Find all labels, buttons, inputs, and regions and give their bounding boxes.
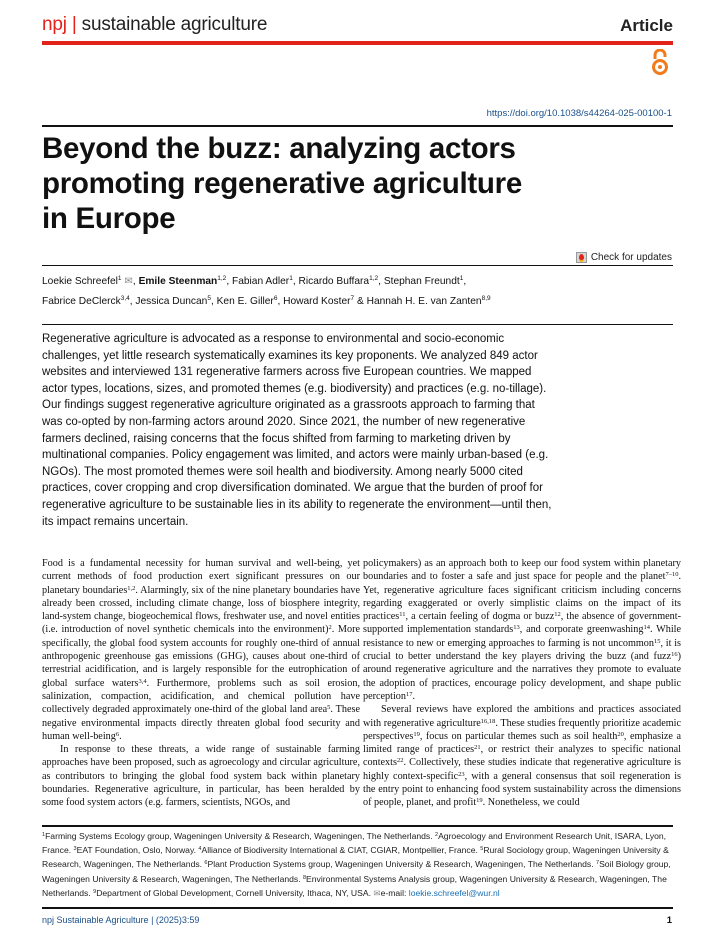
citation-ref[interactable]: 19 <box>413 730 420 738</box>
body-paragraph: policymakers) as an approach both to keep our food system within planetary boundaries and to foster a safe and just space for people and the planet$^{7-10}$. Yet, regenerative agriculture faces significant criticism including concerns regarding exaggerated or overly simplistic claims on the impact of its practices$^{11}$, a certain feeling of dogma or buzz$^{12}$, the absence of government-supported implementation standards$^{13}$, and corporate greenwashing$^{14}$. While resistance to new or emerging approaches to farming is not uncommon$^{15}$, it is crucial to better understand the key players driving the buzz (and fuzz$^{16}$) around regenerative agriculture and the narratives they promote to evaluate the adoption of practices, encourage policy development, and shape public perception$^{17}$. <box>363 558 681 702</box>
citation-ref[interactable]: 23 <box>458 770 465 778</box>
doi-link[interactable]: https://doi.org/10.1038/s44264-025-00100-1 <box>486 108 672 119</box>
citation-ref[interactable]: 5 <box>327 704 331 712</box>
header-rule <box>42 41 673 45</box>
citation-ref[interactable]: 21 <box>474 744 481 752</box>
author-name[interactable]: Hannah H. E. van Zanten <box>366 296 482 307</box>
article-title <box>42 131 642 236</box>
author-affiliation-ref: 6 <box>273 295 278 302</box>
citation-ref[interactable]: 13 <box>513 624 520 632</box>
author-affiliation-ref: 1,2 <box>369 275 379 282</box>
citation-ref[interactable]: 20 <box>617 730 624 738</box>
citation-ref[interactable]: 12 <box>554 611 561 619</box>
page-number: 1 <box>666 915 672 926</box>
author-affiliation-ref: 8,9 <box>481 295 491 302</box>
author-affiliation-ref: 1,2 <box>217 275 227 282</box>
citation-ref[interactable]: 22 <box>396 757 404 765</box>
body-paragraph: Food is a fundamental necessity for human survival and well-being, yet current methods of food production exert significant pressures on our planetary boundaries$^{1,2}$. Alarmingly, six of the nine planetary boundaries have already been crossed, including climate change, loss of biosphere integrity, land-system change, biogeochemical flows, freshwater use, and novel entities (i.e. introduction of novel synthetic chemicals into the environment)$^2$. More specifically, the global food system accounts for roughly one-third of annual anthropogenic greenhouse gas emissions (GHG), causes about one-third of terrestrial acidification, and is largely responsible for the eutrophication of global surface waters$^{3,4}$. Furthermore, problems such as soil erosion, salinization, compaction, acidification, and chemical pollution have collectively degraded approximately one-third of the global land area$^5$. These negative environmental impacts directly threaten global food security and human well-being$^6$. <box>42 558 360 742</box>
affiliation-number: 9 <box>93 888 97 895</box>
title-line-2: promoting regenerative agriculture <box>42 167 522 200</box>
author-affiliation-ref: 1 <box>117 275 122 282</box>
author-name[interactable]: Fabian Adler <box>231 276 290 287</box>
abstract-rule <box>42 324 673 325</box>
affiliations <box>42 829 673 900</box>
body-column-1 <box>42 557 360 810</box>
author-name[interactable]: Emile Steenman <box>138 276 218 287</box>
affiliation-number: 3 <box>73 846 77 853</box>
affiliation-number: 1 <box>42 832 46 838</box>
journal-name <box>42 14 267 36</box>
article-type: Article <box>620 16 673 35</box>
check-updates-button[interactable] <box>576 252 672 263</box>
author-name[interactable]: Ken E. Giller <box>216 296 274 307</box>
affiliations-rule <box>42 825 673 827</box>
affiliation-number: 6 <box>204 860 208 867</box>
affiliation-text: Environmental Systems Analysis group, Wageningen University & Research, Wageningen, The Netherlands. <box>42 873 667 898</box>
author-name[interactable]: Loekie Schreefel <box>42 276 118 287</box>
title-line-1: Beyond the buzz: analyzing actors <box>42 132 516 165</box>
author-name[interactable]: Stephan Freundt <box>383 276 460 287</box>
footer-citation: npj Sustainable Agriculture | (2025)3:59 <box>42 915 200 925</box>
author-affiliation-ref: 5 <box>207 295 211 302</box>
author-affiliation-ref: 3,4 <box>120 295 130 302</box>
check-updates-label: Check for updates <box>590 252 672 263</box>
affiliation-number: 5 <box>480 846 484 853</box>
mail-icon: ✉ <box>373 887 381 898</box>
citation-ref[interactable]: 14 <box>643 624 650 632</box>
citation-ref[interactable]: 17 <box>406 690 413 698</box>
affiliation-text: Plant Production Systems group, Wageningen University & Research, Wageningen, The Netherlands. <box>207 859 596 870</box>
author-name[interactable]: Ricardo Buffara <box>298 276 370 287</box>
author-list: Loekie Schreefel$^1$ ✉, Emile Steenman$^{1,2}$, Fabian Adler$^1$, Ricardo Buffara$^{1,2}$, Stephan Freundt$^1$, Fabrice DeClerck$^{3,4}$, Jessica Duncan$^5$, Ken E. Giller$^6$, Howard Koster$^7$ & Hannah H. E. van Zanten$^{8,9}$ <box>42 275 491 307</box>
affiliation-number: 7 <box>596 860 600 867</box>
citation-ref[interactable]: 2 <box>328 624 332 632</box>
affiliation-text: Rural Sociology group, Wageningen University & Research, Wageningen, The Netherlands. <box>42 845 669 870</box>
body-paragraph: In response to these threats, a wide range of sustainable farming approaches have been proposed, such as agroecology and circular agriculture, as contributors to bringing the global food system back within planetary boundaries. Regenerative agriculture, in particular, has been heralded by some food system actors (e.g. farmers, scientists, NGOs, and <box>42 744 360 809</box>
mail-icon[interactable]: ✉ <box>121 276 133 287</box>
author-name[interactable]: Jessica Duncan <box>135 296 208 307</box>
footer-rule <box>42 907 673 909</box>
author-affiliation-ref: 7 <box>350 295 355 302</box>
journal-separator: | <box>66 14 82 35</box>
open-access-lock-icon <box>650 49 670 76</box>
journal-title: sustainable agriculture <box>81 14 268 35</box>
authors-rule <box>42 265 673 266</box>
author-affiliation-ref: 1 <box>459 275 464 282</box>
citation-ref[interactable]: 11 <box>399 611 406 619</box>
citation-ref[interactable]: 16 <box>671 651 678 659</box>
check-updates-icon <box>576 252 587 263</box>
title-line-3: in Europe <box>42 202 176 235</box>
citation-ref[interactable]: 3,4 <box>138 677 147 685</box>
body-column-2 <box>363 557 681 810</box>
email-label: e-mail: <box>380 887 409 898</box>
citation-ref[interactable]: 19 <box>476 797 483 805</box>
author-name[interactable]: Fabrice DeClerck <box>42 296 121 307</box>
affiliation-text: Farming Systems Ecology group, Wageningen University & Research, Wageningen, The Netherlands. <box>45 831 435 841</box>
body-paragraph: Several reviews have explored the ambitions and practices associated with regenerative agriculture$^{16,18}$. These studies frequently prioritize academic perspectives$^{19}$, focus on particular themes such as soil health$^{20}$, emphasize a limited range of practices$^{21}$, or restrict their analyzes to specific national contexts$^{22}$. Collectively, these studies indicate that regenerative agriculture is highly context-specific$^{23}$, with a general consensus that soil regeneration is the entry point to enhancing food system sustainability across the dimensions of people, planet, and profit$^{19}$. Nonetheless, we could <box>363 704 681 809</box>
affiliation-text: Department of Global Development, Cornell University, Ithaca, NY, USA. <box>96 887 374 898</box>
citation-ref[interactable]: 15 <box>653 637 661 645</box>
abstract: Regenerative agriculture is advocated as a response to environmental and socio-economic challenges, yet little research systematically examines its key proponents. We analyzed 849 actor websites and interviewed 131 regenerative farmers across five European countries. We mapped actor types, locations, sizes, and promoted themes (e.g. biodiversity) and practices (e.g. no-tillage). Our findings suggest regenerative agriculture originated as a grassroots approach to farming that was co-opted by non-farming actors around 2020. Since 2021, the number of new regenerative farmers declined, raising concerns that the focus shifted from farming to marketing driven by multinational companies. Policy engagement was limited, and actors were mainly urban-based (e.g. NGOs). The most promoted themes were soil health and biodiversity. Among nearly 5000 cited practices, cover cropping and crop diversification dominated. We argue that the burden of proof for regenerative agriculture to be sustainable lies in its ability to regenerate the environment—until then, its impact remains uncertain. <box>42 333 552 528</box>
author-name[interactable]: Howard Koster <box>283 296 351 307</box>
journal-prefix: npj <box>42 14 67 35</box>
citation-ref[interactable]: 6 <box>115 730 120 738</box>
affiliation-text: EAT Foundation, Oslo, Norway. <box>76 845 199 856</box>
author-affiliation-ref: 1 <box>289 275 293 282</box>
affiliation-number: 4 <box>198 846 202 853</box>
citation-ref[interactable]: 16,18 <box>480 717 496 725</box>
affiliation-text: Alliance of Biodiversity International & CIAT, CGIAR, Montpellier, France. <box>201 845 481 856</box>
citation-ref[interactable]: 7–10 <box>665 571 679 579</box>
affiliation-number: 2 <box>435 832 439 838</box>
affiliation-text: Soil Biology group, Wageningen University & Research, Wageningen, The Netherlands. <box>42 859 671 884</box>
affiliation-text: Agroecology and Environment Research Unit, ISARA, Lyon, France. <box>42 831 667 856</box>
title-rule <box>42 125 673 127</box>
citation-ref[interactable]: 1,2 <box>127 584 136 592</box>
affiliation-number: 8 <box>302 874 307 881</box>
email-link[interactable]: loekie.schreefel@wur.nl <box>408 887 500 898</box>
